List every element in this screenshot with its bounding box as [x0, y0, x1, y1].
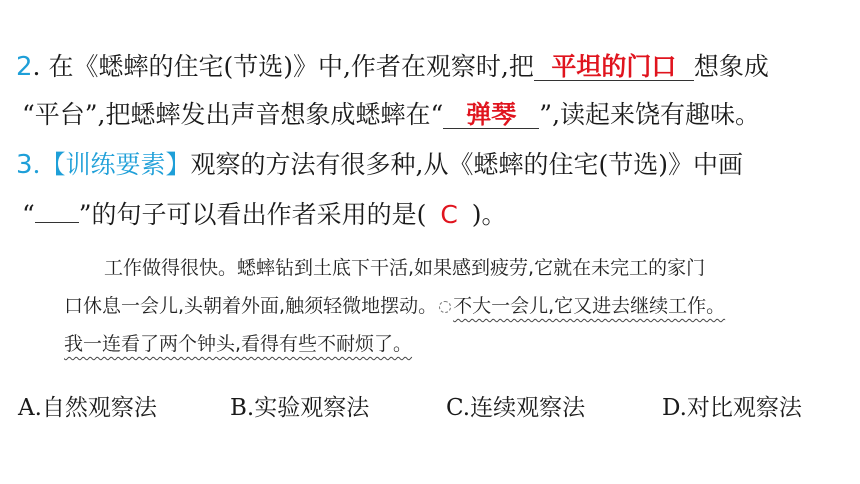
cursor-mark-icon: [439, 301, 451, 313]
passage-line-3-wavy: 我一连看了两个钟头,看得有些不耐烦了。: [64, 333, 413, 355]
q3-wavy-blank: [35, 198, 79, 223]
q3-text-2c: )。: [471, 200, 507, 229]
passage-line-2: [64, 292, 725, 320]
q2-line-1: [16, 50, 769, 84]
q3-line-1: [16, 148, 743, 182]
q2-blank-1: [534, 54, 694, 81]
q3-text-2a: “: [22, 200, 35, 229]
option-a[interactable]: A.自然观察法: [18, 395, 157, 421]
option-d[interactable]: D.对比观察法: [662, 395, 802, 421]
passage-line-3: [64, 330, 412, 358]
q3-text-2b: ”的句子可以看出作者采用的是(: [78, 200, 427, 229]
q3-tag: .【训练要素】: [32, 150, 191, 179]
q2-text-1b: 想象成: [693, 52, 769, 81]
q2-answer-1: 平坦的门口: [551, 52, 677, 81]
q3-text-1: 观察的方法有很多种,从《蟋蟀的住宅(节选)》中画: [190, 150, 743, 179]
q3-answer: C: [440, 200, 458, 229]
q3-line-2: [22, 198, 507, 232]
q3-number: 3: [16, 150, 33, 180]
q2-blank-2: [443, 102, 539, 129]
q2-answer-2: 弹琴: [466, 100, 517, 129]
q2-number: 2: [16, 52, 33, 82]
q2-text-1a: . 在《蟋蟀的住宅(节选)》中,作者在观察时,把: [32, 52, 534, 81]
q2-line-2: [22, 98, 760, 132]
passage-line-2-plain: 口休息一会儿,头朝着外面,触须轻微地摆动。: [64, 295, 438, 317]
passage-line-1: 工作做得很快。蟋蟀钻到土底下干活,如果感到疲劳,它就在未完工的家门: [104, 257, 706, 279]
option-b[interactable]: B.实验观察法: [230, 395, 370, 421]
option-c[interactable]: C.连续观察法: [446, 395, 586, 421]
q2-text-2b: ”,读起来饶有趣味。: [539, 100, 761, 129]
q2-text-2a: “平台”,把蟋蟀发出声音想象成蟋蟀在“: [22, 100, 444, 129]
passage-line-2-wavy: 不大一会儿,它又进去继续工作。: [453, 295, 726, 317]
